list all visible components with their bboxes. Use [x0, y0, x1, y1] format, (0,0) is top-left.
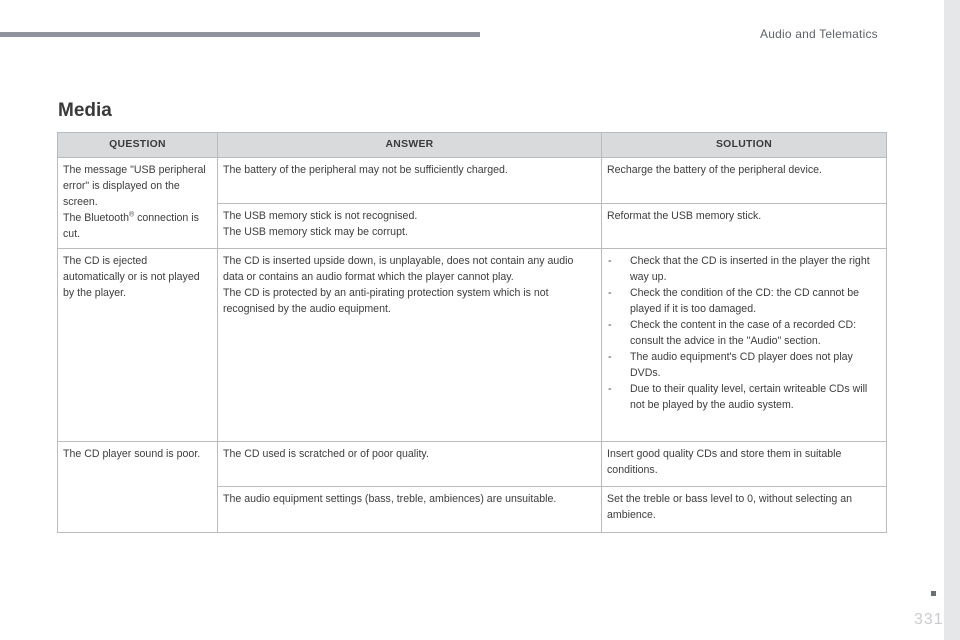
- page-title: Media: [58, 100, 112, 121]
- table-header-row: [58, 133, 887, 158]
- solution-text: Set the treble or bass level to 0, without selecting an ambience.: [607, 493, 852, 521]
- table-row: [58, 158, 887, 204]
- answer-text: The CD is inserted upside down, is unplayable, does not contain any audio data or contains an audio format which the player cannot play.: [223, 255, 574, 283]
- answer-text: The CD used is scratched or of poor quality.: [223, 448, 429, 460]
- solution-text: Recharge the battery of the peripheral device.: [607, 164, 822, 176]
- page-number: 331: [914, 611, 944, 628]
- question-text: The CD player sound is poor.: [63, 448, 201, 460]
- question-cell: [58, 249, 218, 442]
- answer-text: The USB memory stick is not recognised.: [223, 209, 418, 222]
- answer-cell: [218, 442, 602, 487]
- page-edge-strip: [944, 0, 960, 640]
- media-troubleshooting-table: [57, 132, 887, 533]
- list-item: - Check that the CD is inserted in the player the right way up.: [607, 253, 880, 285]
- question-text: connection is cut.: [63, 212, 199, 240]
- question-cell: [58, 442, 218, 533]
- answer-cell: [218, 203, 602, 249]
- solution-cell: [602, 249, 887, 442]
- column-header-solution: SOLUTION: [602, 133, 887, 158]
- header-rule: [0, 32, 480, 37]
- table-row: [58, 249, 887, 442]
- section-label: Audio and Telematics: [760, 27, 878, 41]
- answer-cell: [218, 249, 602, 442]
- solution-cell: [602, 203, 887, 249]
- solution-list: [607, 253, 880, 413]
- answer-cell: [218, 487, 602, 533]
- table-row: [58, 442, 887, 487]
- solution-cell: [602, 158, 887, 204]
- answer-text: The CD is protected by an anti-pirating protection system which is not recognised by the audio equipment.: [223, 287, 549, 315]
- solution-cell: [602, 487, 887, 533]
- answer-text: The battery of the peripheral may not be sufficiently charged.: [223, 164, 508, 176]
- answer-text: The USB memory stick may be corrupt.: [223, 225, 408, 238]
- list-item: - Check the condition of the CD: the CD cannot be played if it is too damaged.: [607, 285, 880, 317]
- question-cell: [58, 158, 218, 249]
- solution-text: Reformat the USB memory stick.: [607, 209, 762, 222]
- column-header-question: QUESTION: [58, 133, 218, 158]
- answer-cell: [218, 158, 602, 204]
- list-item: - The audio equipment's CD player does not play DVDs.: [607, 349, 880, 381]
- list-item: - Due to their quality level, certain writeable CDs will not be played by the audio system.: [607, 381, 880, 413]
- solution-text: Insert good quality CDs and store them in suitable conditions.: [607, 448, 842, 476]
- question-text: The Bluetooth: [63, 212, 129, 224]
- page-marker: [931, 591, 936, 596]
- solution-cell: [602, 442, 887, 487]
- question-text: The CD is ejected automatically or is not played by the player.: [63, 255, 200, 299]
- question-text: The message "USB peripheral error" is displayed on the screen.: [63, 164, 206, 208]
- answer-text: The audio equipment settings (bass, treble, ambiences) are unsuitable.: [223, 493, 557, 505]
- column-header-answer: ANSWER: [218, 133, 602, 158]
- list-item: - Check the content in the case of a recorded CD: consult the advice in the "Audio" section.: [607, 317, 880, 349]
- registered-mark: ®: [128, 211, 135, 219]
